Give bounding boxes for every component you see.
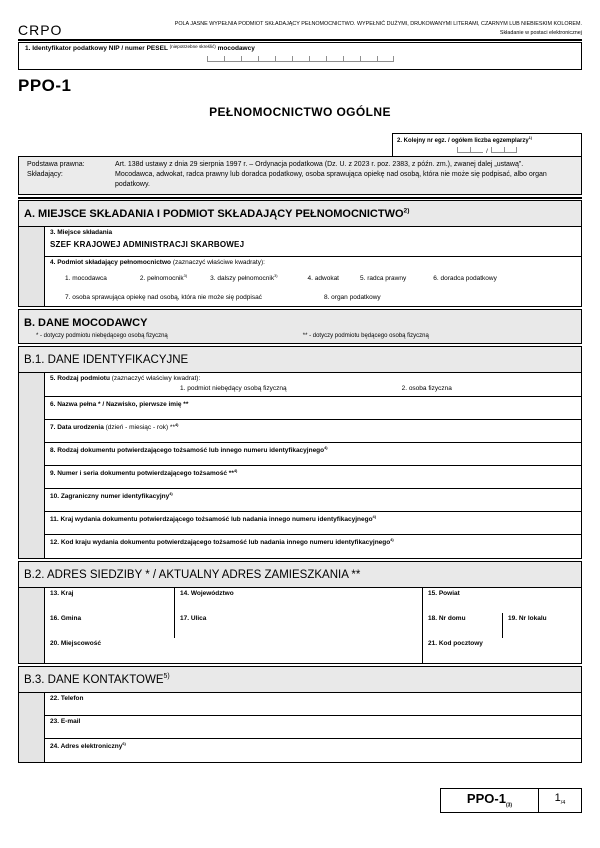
section-b2-title: B.2. ADRES SIEDZIBY * / AKTUALNY ADRES ZAMIESZKANIA ** — [24, 568, 361, 581]
submitter-label: Składający: — [27, 171, 63, 179]
option-osoba-fizyczna[interactable]: 2. osoba fizyczna — [401, 384, 452, 392]
footer-form-code: PPO-$1_{(3)}$ — [441, 789, 539, 812]
field12-label: 12. Kod kraju wydania dokumentu potwierdzającego tożsamość lub nadania innego numeru identyfikacyjnego$^{4)}$ — [50, 536, 394, 546]
field-kod-pocztowy[interactable]: 21. Kod pocztowy — [428, 639, 483, 647]
option-organ-podatkowy[interactable]: 8. organ podatkowy — [323, 293, 381, 301]
footnote-single-star: * - dotyczy podmiotu niebędącego osobą fizyczną — [36, 332, 168, 339]
copy-number-input-cells[interactable] — [397, 147, 577, 156]
field-zagraniczny-numer[interactable] — [45, 489, 581, 512]
section-b3 — [18, 666, 582, 763]
field-kraj[interactable]: 13. Kraj — [45, 588, 175, 613]
crpo-label: CRPO — [18, 22, 63, 39]
submitter-text: Mocodawca, adwokat, radca prawny lub doradca podatkowy, osoba sprawująca opiekę nad osobą, która nie może się podpisać, albo organ podatkowy. — [115, 171, 547, 188]
field4-options-row1 — [50, 273, 576, 282]
field-copy-number-label: 2. Kolejny nr egz. / ogółem liczba egzemplarzy$^{1)}$ — [397, 136, 532, 145]
form-title: PEŁNOMOCNICTWO OGÓLNE — [209, 105, 391, 120]
field-nazwa-pelna[interactable] — [45, 397, 581, 420]
field-wojewodztwo[interactable]: 14. Województwo — [175, 588, 423, 613]
legal-basis-box — [18, 156, 582, 194]
submitter-row — [27, 170, 573, 190]
field22-label: 22. Telefon — [50, 694, 84, 702]
section-b3-title: B.3. DANE KONTAKTOWE$^{5)}$ — [24, 672, 170, 686]
field-telefon[interactable] — [45, 693, 581, 716]
section-b1 — [18, 346, 582, 559]
section-b2 — [18, 561, 582, 664]
section-b — [18, 309, 582, 344]
field-nip-pesel[interactable] — [18, 43, 582, 70]
field9-label: 9. Numer i seria dokumentu potwierdzającego tożsamość **$^{4)}$ — [50, 467, 238, 477]
field-copy-number[interactable] — [392, 133, 582, 156]
option-doradca-podatkowy[interactable]: 6. doradca podatkowy — [433, 274, 497, 282]
section-b1-gutter — [19, 373, 45, 558]
field5-label: 5. Rodzaj podmiotu (zaznaczyć właściwy kwadrat): — [50, 374, 201, 382]
field3-value: SZEF KRAJOWEJ ADMINISTRACJI SKARBOWEJ — [50, 239, 245, 249]
nip-pesel-input-cells[interactable] — [25, 56, 575, 62]
field4-label: 4. Podmiot składający pełnomocnictwo (zaznaczyć właściwe kwadraty): — [50, 258, 265, 266]
legal-basis-text: Art. 138d ustawy z dnia 29 sierpnia 1997 r. – Ordynacja podatkowa (Dz. U. z 2023 r. poz. 2383, z późn. zm.), zwanej dalej „ustawą”. — [115, 161, 524, 169]
field-nip-pesel-label-main: 1. Identyfikator podatkowy NIP / numer PESEL — [25, 45, 168, 53]
field2-row — [18, 133, 582, 156]
section-b-footnotes — [24, 333, 576, 339]
field23-label: 23. E-mail — [50, 717, 81, 725]
field5-options — [50, 385, 576, 392]
section-a — [18, 201, 582, 307]
field-data-urodzenia[interactable] — [45, 420, 581, 443]
section-b2-body — [19, 588, 581, 663]
option-adwokat[interactable]: 4. adwokat — [307, 274, 339, 282]
section-b1-header — [19, 347, 581, 373]
field-adres-elektroniczny[interactable] — [45, 739, 581, 762]
legal-basis-label: Podstawa prawna: — [27, 161, 85, 169]
field-kraj-wydania-dokumentu[interactable] — [45, 512, 581, 535]
section-b1-title: B.1. DANE IDENTYFIKACYJNE — [24, 353, 189, 366]
section-a-gutter — [19, 227, 45, 306]
field6-label: 6. Nazwa pełna * / Nazwisko, pierwsze imię ** — [50, 400, 189, 408]
option-dalszy-pelnomocnik[interactable]: 3. dalszy pełnomocnik$^{3)}$ — [210, 272, 278, 282]
page-header — [18, 20, 582, 39]
footer-page-number: $1_{/4}$ — [554, 792, 566, 807]
legal-basis-row — [27, 160, 573, 170]
header-instructions — [175, 20, 582, 37]
instruction-line-2: Składanie w postaci elektronicznej — [499, 29, 582, 36]
field11-label: 11. Kraj wydania dokumentu potwierdzającego tożsamość lub nadania innego numeru identyfikacyjnego$^{4)}$ — [50, 513, 377, 523]
field7-label: 7. Data urodzenia (dzień - miesiąc - rok) **$^{4)}$ — [50, 421, 179, 431]
field4-options-row2 — [50, 292, 576, 301]
field-podmiot-skladajacy[interactable] — [45, 257, 581, 306]
field-gmina[interactable]: 16. Gmina — [45, 613, 175, 638]
section-b3-header — [19, 667, 581, 693]
field-kod-kraju-wydania[interactable] — [45, 535, 581, 558]
field-nip-pesel-note: (niepotrzebne skreślić) — [169, 44, 216, 50]
field-miejscowosc[interactable]: 20. Miejscowość — [45, 638, 423, 663]
copy-number-separator: / — [486, 149, 488, 156]
section-b-header — [19, 310, 581, 343]
section-b2-header — [19, 562, 581, 588]
field-nr-lokalu[interactable]: 19. Nr lokalu — [508, 614, 547, 622]
field-ulica[interactable]: 17. Ulica — [175, 613, 423, 638]
section-b3-body — [19, 693, 581, 762]
field-miejsce-skladania[interactable] — [45, 227, 581, 257]
instruction-line-1: POLA JASNE WYPEŁNIA PODMIOT SKŁADAJĄCY PEŁNOMOCNICTWO. WYPEŁNIĆ DUŻYMI, DRUKOWANYMI LITERAMI, CZARNYM LUB NIEBIESKIM KOLOREM. — [174, 21, 582, 27]
field-numer-seria-dokumentu[interactable] — [45, 466, 581, 489]
field-nip-pesel-label — [25, 45, 575, 52]
section-a-body — [19, 227, 581, 306]
field-rodzaj-podmiotu[interactable] — [45, 373, 581, 397]
option-osoba-sprawujaca-opieke[interactable]: 7. osoba sprawująca opiekę nad osobą, która nie może się podpisać — [65, 293, 262, 301]
section-b1-body — [19, 373, 581, 558]
option-podmiot-niebedacy-osoba-fizyczna[interactable]: 1. podmiot niebędący osobą fizyczną — [180, 384, 287, 392]
field24-label: 24. Adres elektroniczny$^{6)}$ — [50, 740, 126, 750]
option-pelnomocnik[interactable]: 2. pełnomocnik$^{3)}$ — [139, 272, 188, 282]
section-b-title: B. DANE MOCODAWCY — [24, 316, 148, 329]
section-a-header — [19, 201, 581, 227]
field8-label: 8. Rodzaj dokumentu potwierdzającego tożsamość lub innego numeru identyfikacyjnego$^{4)}$ — [50, 444, 328, 454]
option-radca-prawny[interactable]: 5. radca prawny — [359, 274, 407, 282]
field-nr-domu[interactable]: 18. Nr domu — [423, 613, 503, 638]
field-powiat[interactable]: 15. Powiat — [428, 589, 460, 597]
field-rodzaj-dokumentu[interactable] — [45, 443, 581, 466]
field10-label: 10. Zagraniczny numer identyfikacyjny$^{4)}$ — [50, 490, 173, 500]
section-b3-gutter — [19, 693, 45, 762]
option-mocodawca[interactable]: 1. mocodawca — [65, 274, 107, 282]
field3-label: 3. Miejsce składania — [50, 228, 113, 236]
field-nip-pesel-label-suffix: mocodawcy — [217, 45, 255, 53]
form-code-heading: PPO-1 — [18, 76, 72, 96]
section-a-title: A. MIEJSCE SKŁADANIA I PODMIOT SKŁADAJĄCY PEŁNOMOCNICTWO$^{2)}$ — [24, 207, 410, 220]
footnote-double-star: ** - dotyczy podmiotu będącego osobą fizyczną — [302, 332, 429, 339]
footer-page-box — [440, 788, 582, 813]
section-b2-gutter — [19, 588, 45, 663]
field-email[interactable] — [45, 716, 581, 739]
